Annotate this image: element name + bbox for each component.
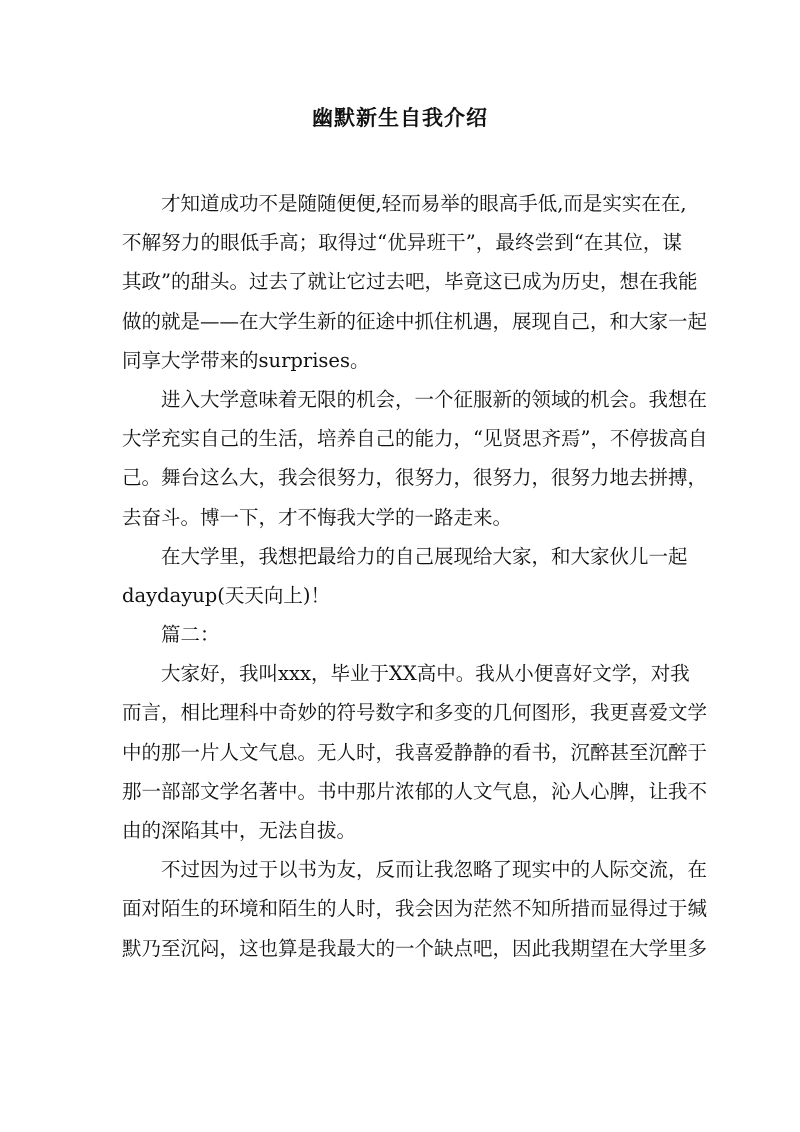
text-line: 那一部部文学名著中。书中那片浓郁的人文气息，沁人心脾，让我不: [122, 779, 708, 803]
text-line: 大学充实自己的生活，培养自己的能力，“见贤思齐焉”，不停拔高自: [122, 427, 708, 451]
text-line: 默乃至沉闷，这也算是我最大的一个缺点吧，因此我期望在大学里多: [122, 936, 708, 960]
text-line: 去奋斗。博一下，才不悔我大学的一路走来。: [122, 505, 513, 529]
text-line: 不解努力的眼低手高；取得过“优异班干”，最终尝到“在其位，谋: [122, 231, 682, 255]
text-line: 而言，相比理科中奇妙的符号数字和多变的几何图形，我更喜爱文学: [122, 701, 708, 725]
text-line: 不过因为过于以书为友，反而让我忽略了现实中的人际交流，在: [161, 858, 708, 882]
document-body: [122, 184, 708, 968]
text-line: 做的就是——在大学生新的征途中抓住机遇，展现自己，和大家一起: [122, 309, 708, 333]
paragraph-3: [122, 537, 688, 615]
section-heading: [122, 615, 682, 654]
text-line: 中的那一片人文气息。无人时，我喜爱静静的看书，沉醉甚至沉醉于: [122, 740, 708, 764]
document-title: 幽默新生自我介绍: [312, 105, 488, 130]
paragraph-6: [122, 850, 708, 968]
section-label: 篇二：: [161, 623, 220, 647]
text-line: 进入大学意味着无限的机会，一个征服新的领域的机会。我想在: [161, 387, 708, 411]
paragraph-2: [122, 380, 708, 537]
text-line: 面对陌生的环境和陌生的人时，我会因为茫然不知所措而显得过于缄: [122, 897, 708, 921]
paragraph-5: [122, 654, 708, 850]
text-line: 同享大学带来的surprises。: [122, 348, 370, 372]
text-line: 大家好，我叫xxx，毕业于XX高中。我从小便喜好文学，对我: [161, 662, 690, 686]
text-line: daydayup(天天向上)！: [122, 583, 331, 607]
text-line: 己。舞台这么大，我会很努力，很努力，很努力，很努力地去拼搏，: [122, 466, 708, 490]
text-line: 才知道成功不是随随便便,轻而易举的眼高手低,而是实实在在,: [161, 192, 687, 215]
text-line: 由的深陷其中，无法自拔。: [122, 819, 357, 842]
text-line: 在大学里，我想把最给力的自己展现给大家，和大家伙儿一起: [161, 544, 688, 568]
text-line: 其政”的甜头。过去了就让它过去吧，毕竟这已成为历史，想在我能: [122, 270, 698, 294]
paragraph-1: [122, 184, 708, 380]
